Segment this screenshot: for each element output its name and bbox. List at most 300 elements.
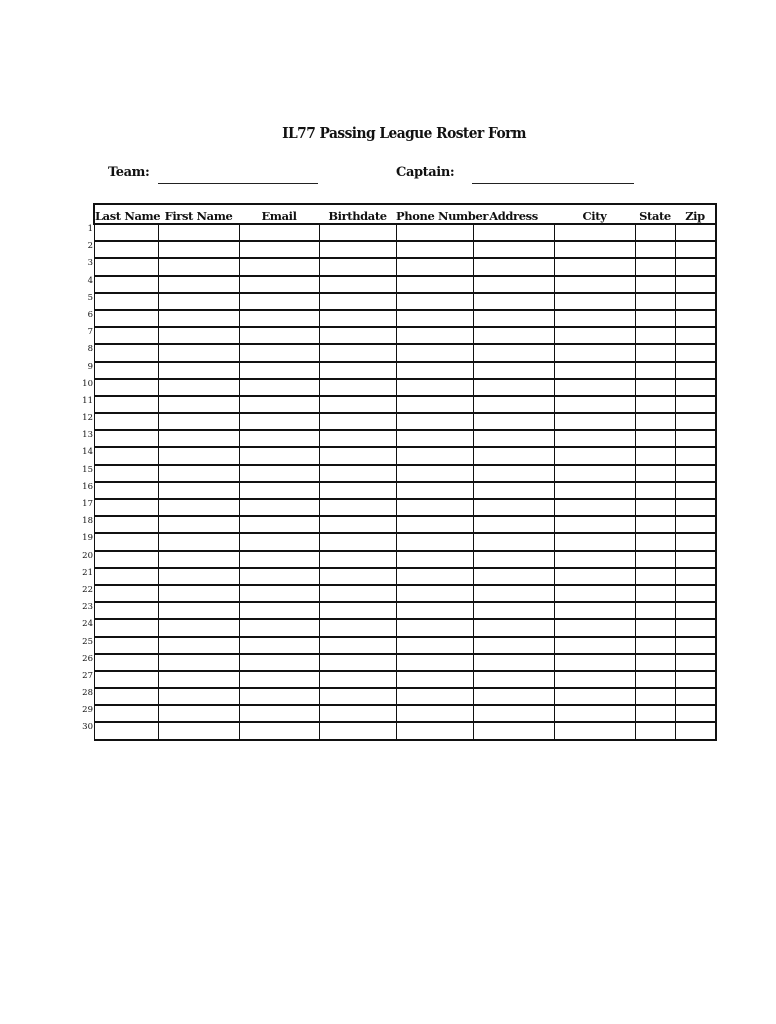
table-cell[interactable] <box>675 705 716 722</box>
row-number-column <box>78 221 93 737</box>
table-cell[interactable] <box>239 379 319 396</box>
table-cell[interactable] <box>319 258 396 275</box>
table-cell[interactable] <box>239 654 319 671</box>
table-cell[interactable] <box>158 293 239 310</box>
row-number: 30 <box>82 722 93 733</box>
table-cell[interactable] <box>554 258 635 275</box>
table-cell[interactable] <box>396 465 473 482</box>
table-row <box>94 310 716 327</box>
table-cell[interactable] <box>473 276 554 293</box>
table-cell[interactable] <box>94 379 158 396</box>
table-cell[interactable] <box>396 705 473 722</box>
table-row <box>94 654 716 671</box>
row-number: 20 <box>82 550 93 561</box>
table-cell[interactable] <box>554 344 635 361</box>
table-cell[interactable] <box>319 447 396 464</box>
table-cell[interactable] <box>319 499 396 516</box>
table-cell[interactable] <box>675 241 716 258</box>
table-cell[interactable] <box>675 688 716 705</box>
table-cell[interactable] <box>473 516 554 533</box>
table-cell[interactable] <box>319 310 396 327</box>
table-cell[interactable] <box>396 637 473 654</box>
table-cell[interactable] <box>158 688 239 705</box>
table-cell[interactable] <box>158 671 239 688</box>
table-cell[interactable] <box>635 465 675 482</box>
table-cell[interactable] <box>94 482 158 499</box>
team-field[interactable] <box>158 183 318 184</box>
table-cell[interactable] <box>158 327 239 344</box>
table-cell[interactable] <box>239 568 319 585</box>
table-cell[interactable] <box>396 671 473 688</box>
table-cell[interactable] <box>94 722 158 739</box>
table-cell[interactable] <box>158 310 239 327</box>
table-cell[interactable] <box>396 413 473 430</box>
table-cell[interactable] <box>94 293 158 310</box>
table-cell[interactable] <box>239 671 319 688</box>
table-cell[interactable] <box>675 413 716 430</box>
table-row <box>94 465 716 482</box>
table-cell[interactable] <box>473 654 554 671</box>
table-cell[interactable] <box>396 619 473 636</box>
table-cell[interactable] <box>675 396 716 413</box>
table-cell[interactable] <box>635 482 675 499</box>
table-cell[interactable] <box>319 396 396 413</box>
table-cell[interactable] <box>554 430 635 447</box>
table-cell[interactable] <box>554 447 635 464</box>
table-cell[interactable] <box>473 362 554 379</box>
table-cell[interactable] <box>94 705 158 722</box>
table-cell[interactable] <box>675 499 716 516</box>
table-cell[interactable] <box>319 671 396 688</box>
table-cell[interactable] <box>554 654 635 671</box>
table-cell[interactable] <box>554 499 635 516</box>
table-cell[interactable] <box>158 344 239 361</box>
table-cell[interactable] <box>239 344 319 361</box>
table-cell[interactable] <box>554 327 635 344</box>
table-cell[interactable] <box>158 602 239 619</box>
table-cell[interactable] <box>473 327 554 344</box>
table-cell[interactable] <box>635 327 675 344</box>
table-cell[interactable] <box>554 551 635 568</box>
table-cell[interactable] <box>158 551 239 568</box>
table-cell[interactable] <box>94 310 158 327</box>
table-cell[interactable] <box>554 705 635 722</box>
table-cell[interactable] <box>473 310 554 327</box>
table-cell[interactable] <box>635 585 675 602</box>
table-cell[interactable] <box>396 310 473 327</box>
table-cell[interactable] <box>675 533 716 550</box>
table-cell[interactable] <box>319 722 396 739</box>
table-cell[interactable] <box>675 293 716 310</box>
table-cell[interactable] <box>554 362 635 379</box>
table-cell[interactable] <box>319 533 396 550</box>
table-cell[interactable] <box>675 482 716 499</box>
table-cell[interactable] <box>319 413 396 430</box>
table-cell[interactable] <box>319 602 396 619</box>
row-number: 19 <box>82 533 93 544</box>
row-number: 25 <box>82 636 93 647</box>
table-cell[interactable] <box>94 258 158 275</box>
table-cell[interactable] <box>635 568 675 585</box>
table-cell[interactable] <box>396 688 473 705</box>
table-cell[interactable] <box>239 258 319 275</box>
row-number: 14 <box>82 447 93 458</box>
table-cell[interactable] <box>158 224 239 241</box>
table-cell[interactable] <box>675 654 716 671</box>
table-cell[interactable] <box>554 396 635 413</box>
table-cell[interactable] <box>396 430 473 447</box>
table-cell[interactable] <box>396 654 473 671</box>
table-cell[interactable] <box>239 499 319 516</box>
table-cell[interactable] <box>473 379 554 396</box>
table-cell[interactable] <box>319 362 396 379</box>
table-cell[interactable] <box>675 379 716 396</box>
table-cell[interactable] <box>473 619 554 636</box>
column-header-zip: Zip <box>675 204 716 224</box>
table-cell[interactable] <box>158 482 239 499</box>
table-cell[interactable] <box>94 688 158 705</box>
table-cell[interactable] <box>158 637 239 654</box>
table-cell[interactable] <box>473 224 554 241</box>
table-cell[interactable] <box>473 430 554 447</box>
table-cell[interactable] <box>675 585 716 602</box>
table-cell[interactable] <box>635 602 675 619</box>
table-cell[interactable] <box>473 602 554 619</box>
table-cell[interactable] <box>396 447 473 464</box>
table-cell[interactable] <box>396 224 473 241</box>
table-cell[interactable] <box>635 276 675 293</box>
table-cell[interactable] <box>239 430 319 447</box>
table-cell[interactable] <box>554 516 635 533</box>
table-cell[interactable] <box>396 551 473 568</box>
table-cell[interactable] <box>635 619 675 636</box>
table-cell[interactable] <box>94 568 158 585</box>
table-cell[interactable] <box>94 413 158 430</box>
table-cell[interactable] <box>635 413 675 430</box>
table-cell[interactable] <box>319 293 396 310</box>
table-cell[interactable] <box>635 293 675 310</box>
table-cell[interactable] <box>554 276 635 293</box>
table-cell[interactable] <box>396 396 473 413</box>
table-cell[interactable] <box>239 705 319 722</box>
table-cell[interactable] <box>319 619 396 636</box>
table-cell[interactable] <box>94 499 158 516</box>
table-cell[interactable] <box>94 637 158 654</box>
table-cell[interactable] <box>554 241 635 258</box>
table-cell[interactable] <box>675 671 716 688</box>
table-cell[interactable] <box>158 362 239 379</box>
table-cell[interactable] <box>319 568 396 585</box>
table-cell[interactable] <box>158 396 239 413</box>
table-cell[interactable] <box>239 688 319 705</box>
table-cell[interactable] <box>554 533 635 550</box>
table-row <box>94 362 716 379</box>
table-cell[interactable] <box>675 327 716 344</box>
table-cell[interactable] <box>94 344 158 361</box>
table-cell[interactable] <box>239 465 319 482</box>
table-cell[interactable] <box>554 482 635 499</box>
table-cell[interactable] <box>396 482 473 499</box>
table-cell[interactable] <box>396 379 473 396</box>
table-cell[interactable] <box>158 705 239 722</box>
table-cell[interactable] <box>319 654 396 671</box>
table-cell[interactable] <box>554 688 635 705</box>
table-cell[interactable] <box>396 499 473 516</box>
table-cell[interactable] <box>94 465 158 482</box>
table-cell[interactable] <box>158 619 239 636</box>
table-cell[interactable] <box>473 722 554 739</box>
row-number: 3 <box>87 258 93 269</box>
table-cell[interactable] <box>473 447 554 464</box>
table-cell[interactable] <box>319 344 396 361</box>
table-cell[interactable] <box>94 276 158 293</box>
table-cell[interactable] <box>675 447 716 464</box>
table-cell[interactable] <box>473 671 554 688</box>
table-cell[interactable] <box>675 224 716 241</box>
table-cell[interactable] <box>239 276 319 293</box>
table-cell[interactable] <box>239 327 319 344</box>
table-cell[interactable] <box>396 568 473 585</box>
table-cell[interactable] <box>675 619 716 636</box>
table-cell[interactable] <box>158 516 239 533</box>
table-cell[interactable] <box>94 241 158 258</box>
column-header-last-name: Last Name <box>94 204 158 224</box>
table-cell[interactable] <box>239 619 319 636</box>
roster-body <box>94 224 716 740</box>
row-number: 6 <box>87 309 93 320</box>
table-cell[interactable] <box>473 396 554 413</box>
table-cell[interactable] <box>473 482 554 499</box>
table-cell[interactable] <box>319 465 396 482</box>
table-cell[interactable] <box>635 224 675 241</box>
table-cell[interactable] <box>319 379 396 396</box>
table-cell[interactable] <box>94 516 158 533</box>
table-cell[interactable] <box>635 310 675 327</box>
table-cell[interactable] <box>94 602 158 619</box>
row-number: 12 <box>82 413 93 424</box>
table-cell[interactable] <box>554 465 635 482</box>
table-cell[interactable] <box>239 224 319 241</box>
row-number: 2 <box>87 241 93 252</box>
table-cell[interactable] <box>319 688 396 705</box>
row-number: 5 <box>87 292 93 303</box>
table-cell[interactable] <box>158 258 239 275</box>
table-cell[interactable] <box>239 310 319 327</box>
table-cell[interactable] <box>158 276 239 293</box>
row-number: 15 <box>82 464 93 475</box>
row-number: 10 <box>82 378 93 389</box>
table-cell[interactable] <box>319 551 396 568</box>
table-cell[interactable] <box>396 276 473 293</box>
table-cell[interactable] <box>473 465 554 482</box>
table-cell[interactable] <box>94 619 158 636</box>
table-cell[interactable] <box>239 516 319 533</box>
table-cell[interactable] <box>319 637 396 654</box>
table-cell[interactable] <box>319 430 396 447</box>
table-cell[interactable] <box>158 568 239 585</box>
table-cell[interactable] <box>473 637 554 654</box>
table-cell[interactable] <box>158 465 239 482</box>
table-cell[interactable] <box>158 447 239 464</box>
table-cell[interactable] <box>473 551 554 568</box>
row-number: 24 <box>82 619 93 630</box>
table-cell[interactable] <box>635 688 675 705</box>
table-cell[interactable] <box>675 551 716 568</box>
table-cell[interactable] <box>94 533 158 550</box>
table-cell[interactable] <box>158 722 239 739</box>
table-cell[interactable] <box>675 637 716 654</box>
table-cell[interactable] <box>94 447 158 464</box>
table-cell[interactable] <box>396 533 473 550</box>
table-cell[interactable] <box>396 602 473 619</box>
table-cell[interactable] <box>635 362 675 379</box>
table-cell[interactable] <box>239 722 319 739</box>
table-cell[interactable] <box>554 602 635 619</box>
table-cell[interactable] <box>554 310 635 327</box>
table-cell[interactable] <box>239 551 319 568</box>
table-cell[interactable] <box>554 619 635 636</box>
table-cell[interactable] <box>94 396 158 413</box>
table-cell[interactable] <box>94 224 158 241</box>
table-cell[interactable] <box>396 327 473 344</box>
table-cell[interactable] <box>675 344 716 361</box>
table-cell[interactable] <box>554 293 635 310</box>
table-cell[interactable] <box>554 722 635 739</box>
table-cell[interactable] <box>239 482 319 499</box>
table-cell[interactable] <box>635 430 675 447</box>
table-cell[interactable] <box>239 396 319 413</box>
table-cell[interactable] <box>635 637 675 654</box>
table-cell[interactable] <box>554 568 635 585</box>
table-cell[interactable] <box>396 241 473 258</box>
row-number: 22 <box>82 584 93 595</box>
table-cell[interactable] <box>239 241 319 258</box>
table-cell[interactable] <box>675 310 716 327</box>
table-cell[interactable] <box>396 344 473 361</box>
table-cell[interactable] <box>635 654 675 671</box>
table-cell[interactable] <box>319 705 396 722</box>
form-title: IL77 Passing League Roster Form <box>282 124 526 142</box>
table-cell[interactable] <box>319 224 396 241</box>
table-cell[interactable] <box>158 241 239 258</box>
table-cell[interactable] <box>473 688 554 705</box>
table-cell[interactable] <box>635 396 675 413</box>
table-cell[interactable] <box>635 722 675 739</box>
table-cell[interactable] <box>554 413 635 430</box>
table-cell[interactable] <box>158 499 239 516</box>
table-cell[interactable] <box>94 654 158 671</box>
table-cell[interactable] <box>635 551 675 568</box>
table-cell[interactable] <box>319 327 396 344</box>
captain-field[interactable] <box>472 183 634 184</box>
table-cell[interactable] <box>158 585 239 602</box>
table-cell[interactable] <box>396 293 473 310</box>
table-cell[interactable] <box>675 568 716 585</box>
table-cell[interactable] <box>239 533 319 550</box>
table-cell[interactable] <box>396 258 473 275</box>
table-cell[interactable] <box>635 516 675 533</box>
table-cell[interactable] <box>239 602 319 619</box>
table-cell[interactable] <box>635 671 675 688</box>
table-cell[interactable] <box>635 533 675 550</box>
table-cell[interactable] <box>473 241 554 258</box>
table-cell[interactable] <box>319 482 396 499</box>
table-cell[interactable] <box>94 551 158 568</box>
table-cell[interactable] <box>554 585 635 602</box>
table-cell[interactable] <box>473 413 554 430</box>
table-cell[interactable] <box>675 465 716 482</box>
table-cell[interactable] <box>635 447 675 464</box>
table-cell[interactable] <box>396 362 473 379</box>
table-row <box>94 224 716 241</box>
table-cell[interactable] <box>319 241 396 258</box>
table-cell[interactable] <box>473 344 554 361</box>
table-cell[interactable] <box>635 379 675 396</box>
table-cell[interactable] <box>675 602 716 619</box>
table-cell[interactable] <box>675 258 716 275</box>
table-cell[interactable] <box>635 258 675 275</box>
table-cell[interactable] <box>675 362 716 379</box>
table-row <box>94 533 716 550</box>
table-cell[interactable] <box>158 430 239 447</box>
table-cell[interactable] <box>635 344 675 361</box>
table-cell[interactable] <box>158 654 239 671</box>
table-cell[interactable] <box>473 533 554 550</box>
table-cell[interactable] <box>239 637 319 654</box>
table-cell[interactable] <box>94 362 158 379</box>
table-cell[interactable] <box>319 276 396 293</box>
table-cell[interactable] <box>473 705 554 722</box>
table-cell[interactable] <box>675 722 716 739</box>
table-cell[interactable] <box>554 224 635 241</box>
table-cell[interactable] <box>675 430 716 447</box>
table-cell[interactable] <box>473 499 554 516</box>
table-cell[interactable] <box>239 447 319 464</box>
table-cell[interactable] <box>675 276 716 293</box>
table-cell[interactable] <box>396 722 473 739</box>
table-header-row <box>94 204 716 224</box>
row-number: 21 <box>82 567 93 578</box>
table-cell[interactable] <box>473 585 554 602</box>
table-cell[interactable] <box>158 379 239 396</box>
table-cell[interactable] <box>635 241 675 258</box>
table-cell[interactable] <box>239 293 319 310</box>
table-cell[interactable] <box>319 585 396 602</box>
table-cell[interactable] <box>158 413 239 430</box>
table-cell[interactable] <box>554 379 635 396</box>
table-cell[interactable] <box>675 516 716 533</box>
table-cell[interactable] <box>94 327 158 344</box>
table-cell[interactable] <box>554 671 635 688</box>
table-cell[interactable] <box>239 413 319 430</box>
table-cell[interactable] <box>396 585 473 602</box>
table-cell[interactable] <box>319 516 396 533</box>
table-cell[interactable] <box>94 430 158 447</box>
table-cell[interactable] <box>239 362 319 379</box>
table-cell[interactable] <box>635 705 675 722</box>
table-cell[interactable] <box>239 585 319 602</box>
table-cell[interactable] <box>158 533 239 550</box>
table-cell[interactable] <box>94 671 158 688</box>
table-cell[interactable] <box>554 637 635 654</box>
table-cell[interactable] <box>473 293 554 310</box>
table-cell[interactable] <box>635 499 675 516</box>
table-cell[interactable] <box>473 568 554 585</box>
table-cell[interactable] <box>94 585 158 602</box>
table-cell[interactable] <box>396 516 473 533</box>
column-header-email: Email <box>239 204 319 224</box>
table-cell[interactable] <box>473 258 554 275</box>
